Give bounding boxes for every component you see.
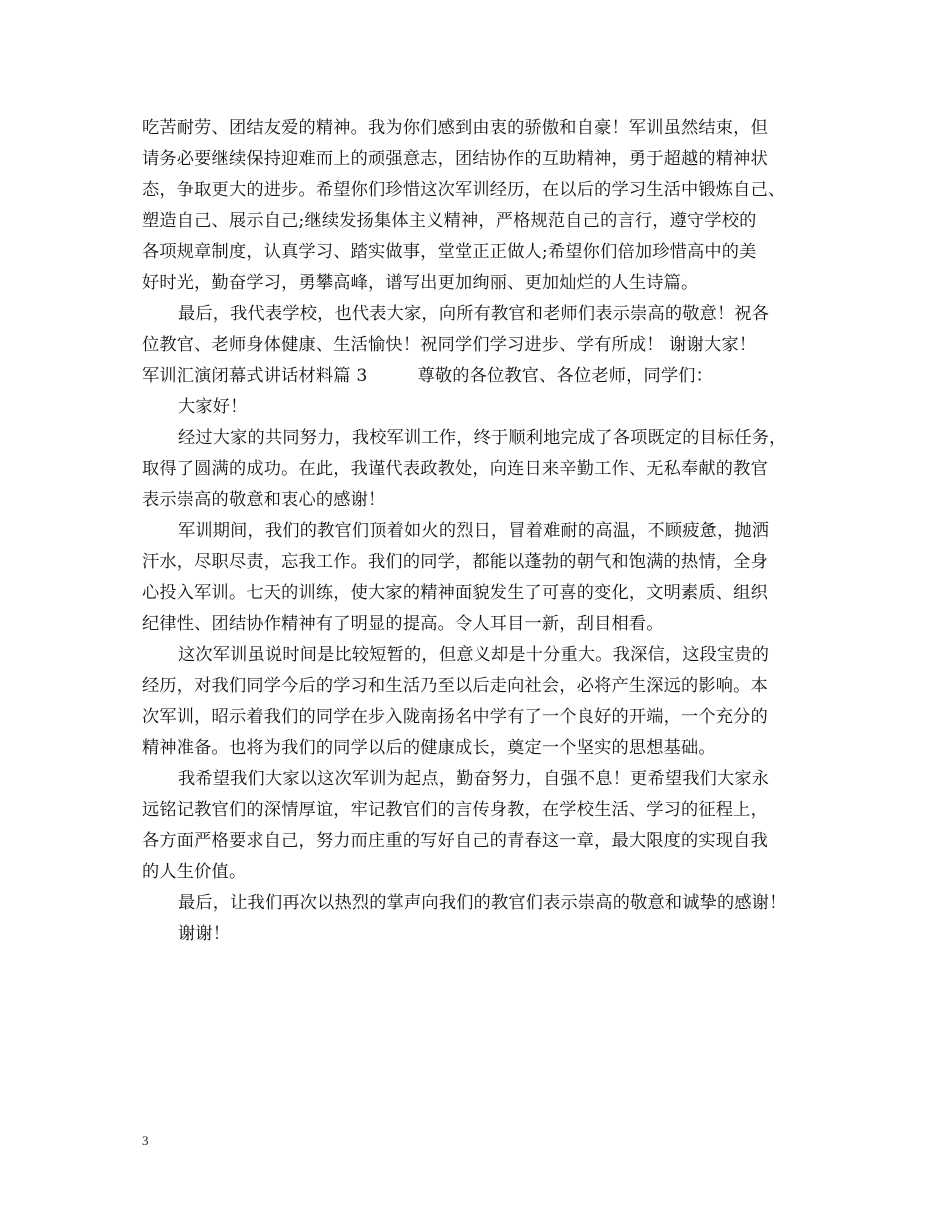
page-number: 3: [142, 1133, 149, 1148]
text-line: 的人生价值。: [142, 862, 247, 882]
text-block-1: [142, 113, 832, 361]
text-line: 心投入军训。七天的训练，使大家的精神面貌发生了可喜的变化，文明素质、组织: [142, 583, 768, 603]
text-line: 吃苦耐劳、团结友爱的精神。我为你们感到由衷的骄傲和自豪！军训虽然结束，但: [142, 118, 768, 138]
section-heading: [142, 361, 832, 392]
text-line: 大家好！: [178, 397, 248, 417]
text-line: 次军训，昭示着我们的同学在步入陇南扬名中学有了一个良好的开端，一个充分的: [142, 707, 768, 727]
document-body: [142, 113, 832, 950]
text-block-2: [142, 392, 832, 950]
text-line: 各项规章制度，认真学习、踏实做事，堂堂正正做人;希望你们倍加珍惜高中的美: [142, 242, 757, 262]
text-line: 纪律性、团结协作精神有了明显的提高。令人耳目一新，刮目相看。: [142, 614, 664, 634]
text-line: 各方面严格要求自己，努力而庄重的写好自己的青春这一章，最大限度的实现自我: [142, 831, 768, 851]
text-line: 取得了圆满的成功。在此，我谨代表政教处，向连日来辛勤工作、无私奉献的教官: [142, 459, 768, 479]
text-line: 最后，让我们再次以热烈的掌声向我们的教官们表示崇高的敬意和诚挚的感谢！: [178, 893, 787, 913]
text-line: 塑造自己、展示自己;继续发扬集体主义精神，严格规范自己的言行，遵守学校的: [142, 211, 757, 231]
text-line: 请务必要继续保持迎难而上的顽强意志，团结协作的互助精神，勇于超越的精神状: [142, 149, 768, 169]
text-line: 我希望我们大家以这次军训为起点，勤奋努力，自强不息！更希望我们大家永: [178, 769, 770, 789]
text-line: 态，争取更大的进步。希望你们珍惜这次军训经历，在以后的学习生活中锻炼自己、: [142, 180, 786, 200]
text-line: 谢谢！: [178, 924, 231, 944]
section-title: 军训汇演闭幕式讲话材料篇 3: [142, 366, 368, 386]
text-line: 精神准备。也将为我们的同学以后的健康成长，奠定一个坚实的思想基础。: [142, 738, 716, 758]
text-line: 汗水，尽职尽责，忘我工作。我们的同学，都能以蓬勃的朝气和饱满的热情，全身: [142, 552, 768, 572]
text-line: 经历，对我们同学今后的学习和生活乃至以后走向社会，必将产生深远的影响。本: [142, 676, 768, 696]
text-line: 最后，我代表学校，也代表大家，向所有教官和老师们表示崇高的敬意！祝各: [178, 304, 770, 324]
text-line: 好时光，勤奋学习，勇攀高峰，谱写出更加绚丽、更加灿烂的人生诗篇。: [142, 273, 699, 293]
text-line: 表示崇高的敬意和衷心的感谢！: [142, 490, 386, 510]
text-line: 军训期间，我们的教官们顶着如火的烈日，冒着难耐的高温，不顾疲惫，抛洒: [178, 521, 770, 541]
text-line: 位教官、老师身体健康、生活愉快！祝同学们学习进步、学有所成！ 谢谢大家！: [142, 335, 757, 355]
salutation: 尊敬的各位教官、各位老师，同学们：: [417, 366, 714, 386]
text-line: 经过大家的共同努力，我校军训工作，终于顺利地完成了各项既定的目标任务，: [178, 428, 787, 448]
text-line: 远铭记教官们的深情厚谊，牢记教官们的言传身教，在学校生活、学习的征程上，: [142, 800, 768, 820]
text-line: 这次军训虽说时间是比较短暂的，但意义却是十分重大。我深信，这段宝贵的: [178, 645, 770, 665]
